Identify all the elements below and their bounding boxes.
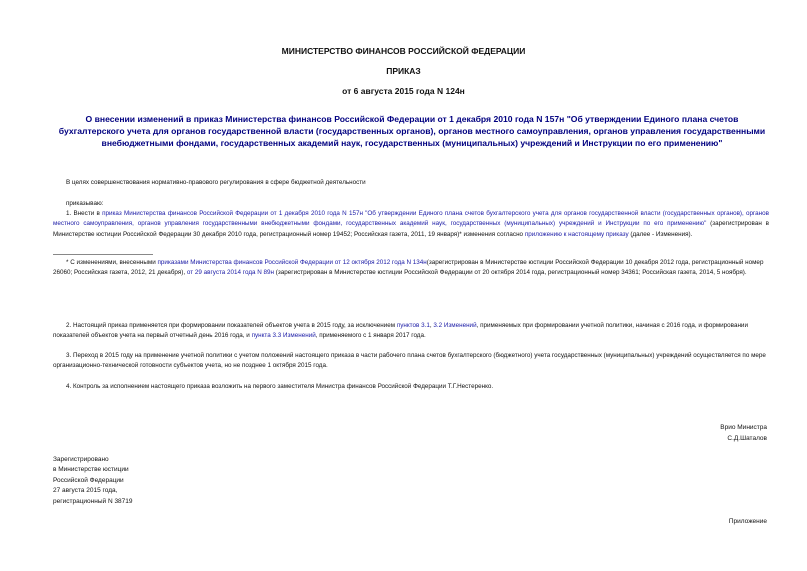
order-word: приказываю: (66, 200, 104, 207)
registration-line-3: Российской Федерации (53, 476, 124, 484)
item-2-text-c: , применяемого с 1 января 2017 года. (315, 332, 426, 340)
ministry-heading: МИНИСТЕРСТВО ФИНАНСОВ РОССИЙСКОЙ ФЕДЕРАЦИИ (281, 46, 526, 56)
item-1 (53, 209, 769, 240)
signature-block (720, 423, 767, 444)
footnote-divider (53, 254, 153, 255)
footnote-link-2[interactable]: от 29 августа 2014 года N 89н (186, 269, 275, 277)
doc-type-heading: ПРИКАЗ (386, 66, 421, 76)
registration-line-5: регистрационный N 38719 (53, 497, 133, 505)
item-2-sep: , (429, 322, 434, 329)
footnote-link-1[interactable]: приказами Министерства финансов Российской Федерации от 12 октября 2012 года N 134н (157, 259, 427, 266)
footnote (53, 258, 769, 279)
title-prefix: О внесении изменений в (85, 114, 194, 124)
item-2-link-1[interactable]: пунктов 3.1 (396, 322, 430, 329)
item-1-link[interactable]: приказ Министерства финансов Российской Федерации от 1 декабря 2010 года N 157н "Об утверждении Единого плана счетов бухгалтерского учета для органов государственной власти (государственных органов), органов местного самоуправления, органов управления государственными внебюджетными фондами, государственных академий наук, государственных (муниципальных) учреждений и Инструкции по его применению" (53, 210, 770, 228)
preamble: В целях совершенствования нормативно-правового регулирования в сфере бюджетной деятельности (66, 179, 366, 186)
registration-line-2: в Министерстве юстиции (53, 466, 129, 474)
signatory-name: С.Д.Шаталов (727, 434, 767, 442)
item-1-text-b: (зарегистрирован в Министерстве юстиции Российской Федерации 30 декабря 2010 года, регистрационный номер 19452; Российская газета, 2011, 19 января)* изменения согласно (53, 220, 769, 238)
registration-line-4: 27 августа 2015 года, (53, 487, 118, 495)
item-2-text-a: 2. Настоящий приказ применяется при формировании показателей объектов учета в 2015 году, за исключением (66, 322, 397, 329)
appendix-link[interactable]: приложению к настоящему приказу (524, 230, 629, 238)
item-2-text-b: , применяемых при формировании учетной политики, начиная с 2016 года, и формировании показателей объектов учета на первый отчетный день 2016 года, и (53, 322, 748, 340)
item-2-link-2[interactable]: 3.2 Изменений (433, 322, 477, 329)
item-3: 3. Переход в 2015 году на применение учетной политики с учетом положений настоящего приказа в части рабочего плана счетов бухгалтерского (бюджетного) учета государственных (муниципальных) учреждений осуществляется по мере организационно-технической готовности субъектов учета, но не позднее 1 октября 2015 года. (53, 352, 766, 370)
item-2 (53, 321, 769, 342)
title-link[interactable]: приказ Министерства финансов Российской Федерации от 1 декабря 2010 года N 157н "Об утверждении Единого плана счетов бухгалтерского учета для органов государственной власти (государственных органов), органов местного самоуправления, органов управления государственными внебюджетными фондами, государственных академий наук, государственных (муниципальных) учреждений и Инструкции по его применению" (58, 114, 766, 148)
registration-block (53, 455, 133, 507)
registration-line-1: Зарегистрировано (53, 456, 109, 463)
footnote-text-b: (зарегистрирован в Министерстве юстиции Российской Федерации 10 декабря 2012 года, регистрационный номер 26060; Российская газета, 2012, 21 декабря), (53, 259, 764, 277)
appendix-label: Приложение (728, 518, 767, 525)
footnote-text-c: (зарегистрирован в Министерстве юстиции Российской Федерации от 20 октября 2014 года, регистрационный номер 34361; Российская газета, 2014, 5 ноября). (274, 269, 747, 277)
signatory-position: Врио Министра (720, 424, 767, 431)
document-title (52, 114, 772, 149)
item-1-text-a: 1. Внести в (66, 210, 103, 217)
date-number-heading: от 6 августа 2015 года N 124н (342, 86, 465, 96)
item-1-text-c: (далее - Изменения). (628, 230, 693, 238)
item-4: 4. Контроль за исполнением настоящего приказа возложить на первого заместителя Министра финансов Российской Федерации Т.Г.Нестеренко. (66, 383, 494, 390)
item-2-link-3[interactable]: пункта 3.3 Изменений (251, 332, 316, 340)
footnote-text-a: * С изменениями, внесенными (66, 259, 158, 266)
